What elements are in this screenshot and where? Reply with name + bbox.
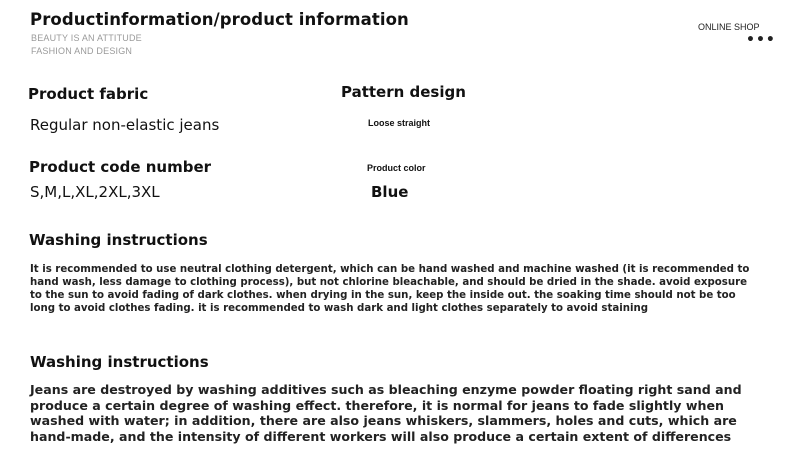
washing-text-2: Jeans are destroyed by washing additives such as bleaching enzyme powder floating right sand and produce a certain degree of washing effect. therefore, it is normal for jeans to fade slightly when washed with water; in addition, there are also jeans whiskers, slammers, holes and cuts, which are hand-made, and the intensity of different workers will also produce a certain extent of differences (30, 382, 742, 444)
online-shop-label: ONLINE SHOP (698, 22, 760, 32)
pattern-value: Loose straight (368, 118, 431, 128)
fabric-label: Product fabric (28, 85, 149, 103)
pattern-label: Pattern design (341, 83, 466, 101)
fabric-value: Regular non-elastic jeans (30, 116, 220, 134)
tagline-fashion: FASHION AND DESIGN (31, 46, 133, 56)
washing-heading-2: Washing instructions (30, 353, 209, 371)
washing-text-1: It is recommended to use neutral clothing detergent, which can be hand washed and machine washed (it is recommended to hand wash, less damage to clothing process), but not chlorine bleachable, and should be dried in the shade. avoid exposure to the sun to avoid fading of dark clothes. when drying in the sun, keep the inside out. the soaking time should not be too long to avoid clothes fading. it is recommended to wash dark and light clothes separately to avoid staining (30, 264, 750, 314)
page-title: Productinformation/product information (30, 10, 409, 29)
tagline-attitude: BEAUTY IS AN ATTITUDE (31, 33, 142, 43)
code-label: Product code number (29, 158, 212, 176)
code-value: S,M,L,XL,2XL,3XL (30, 183, 160, 201)
more-menu-icon[interactable]: ••• (746, 32, 776, 48)
washing-heading-1: Washing instructions (29, 231, 208, 249)
color-value: Blue (371, 183, 409, 201)
color-label: Product color (367, 163, 426, 173)
